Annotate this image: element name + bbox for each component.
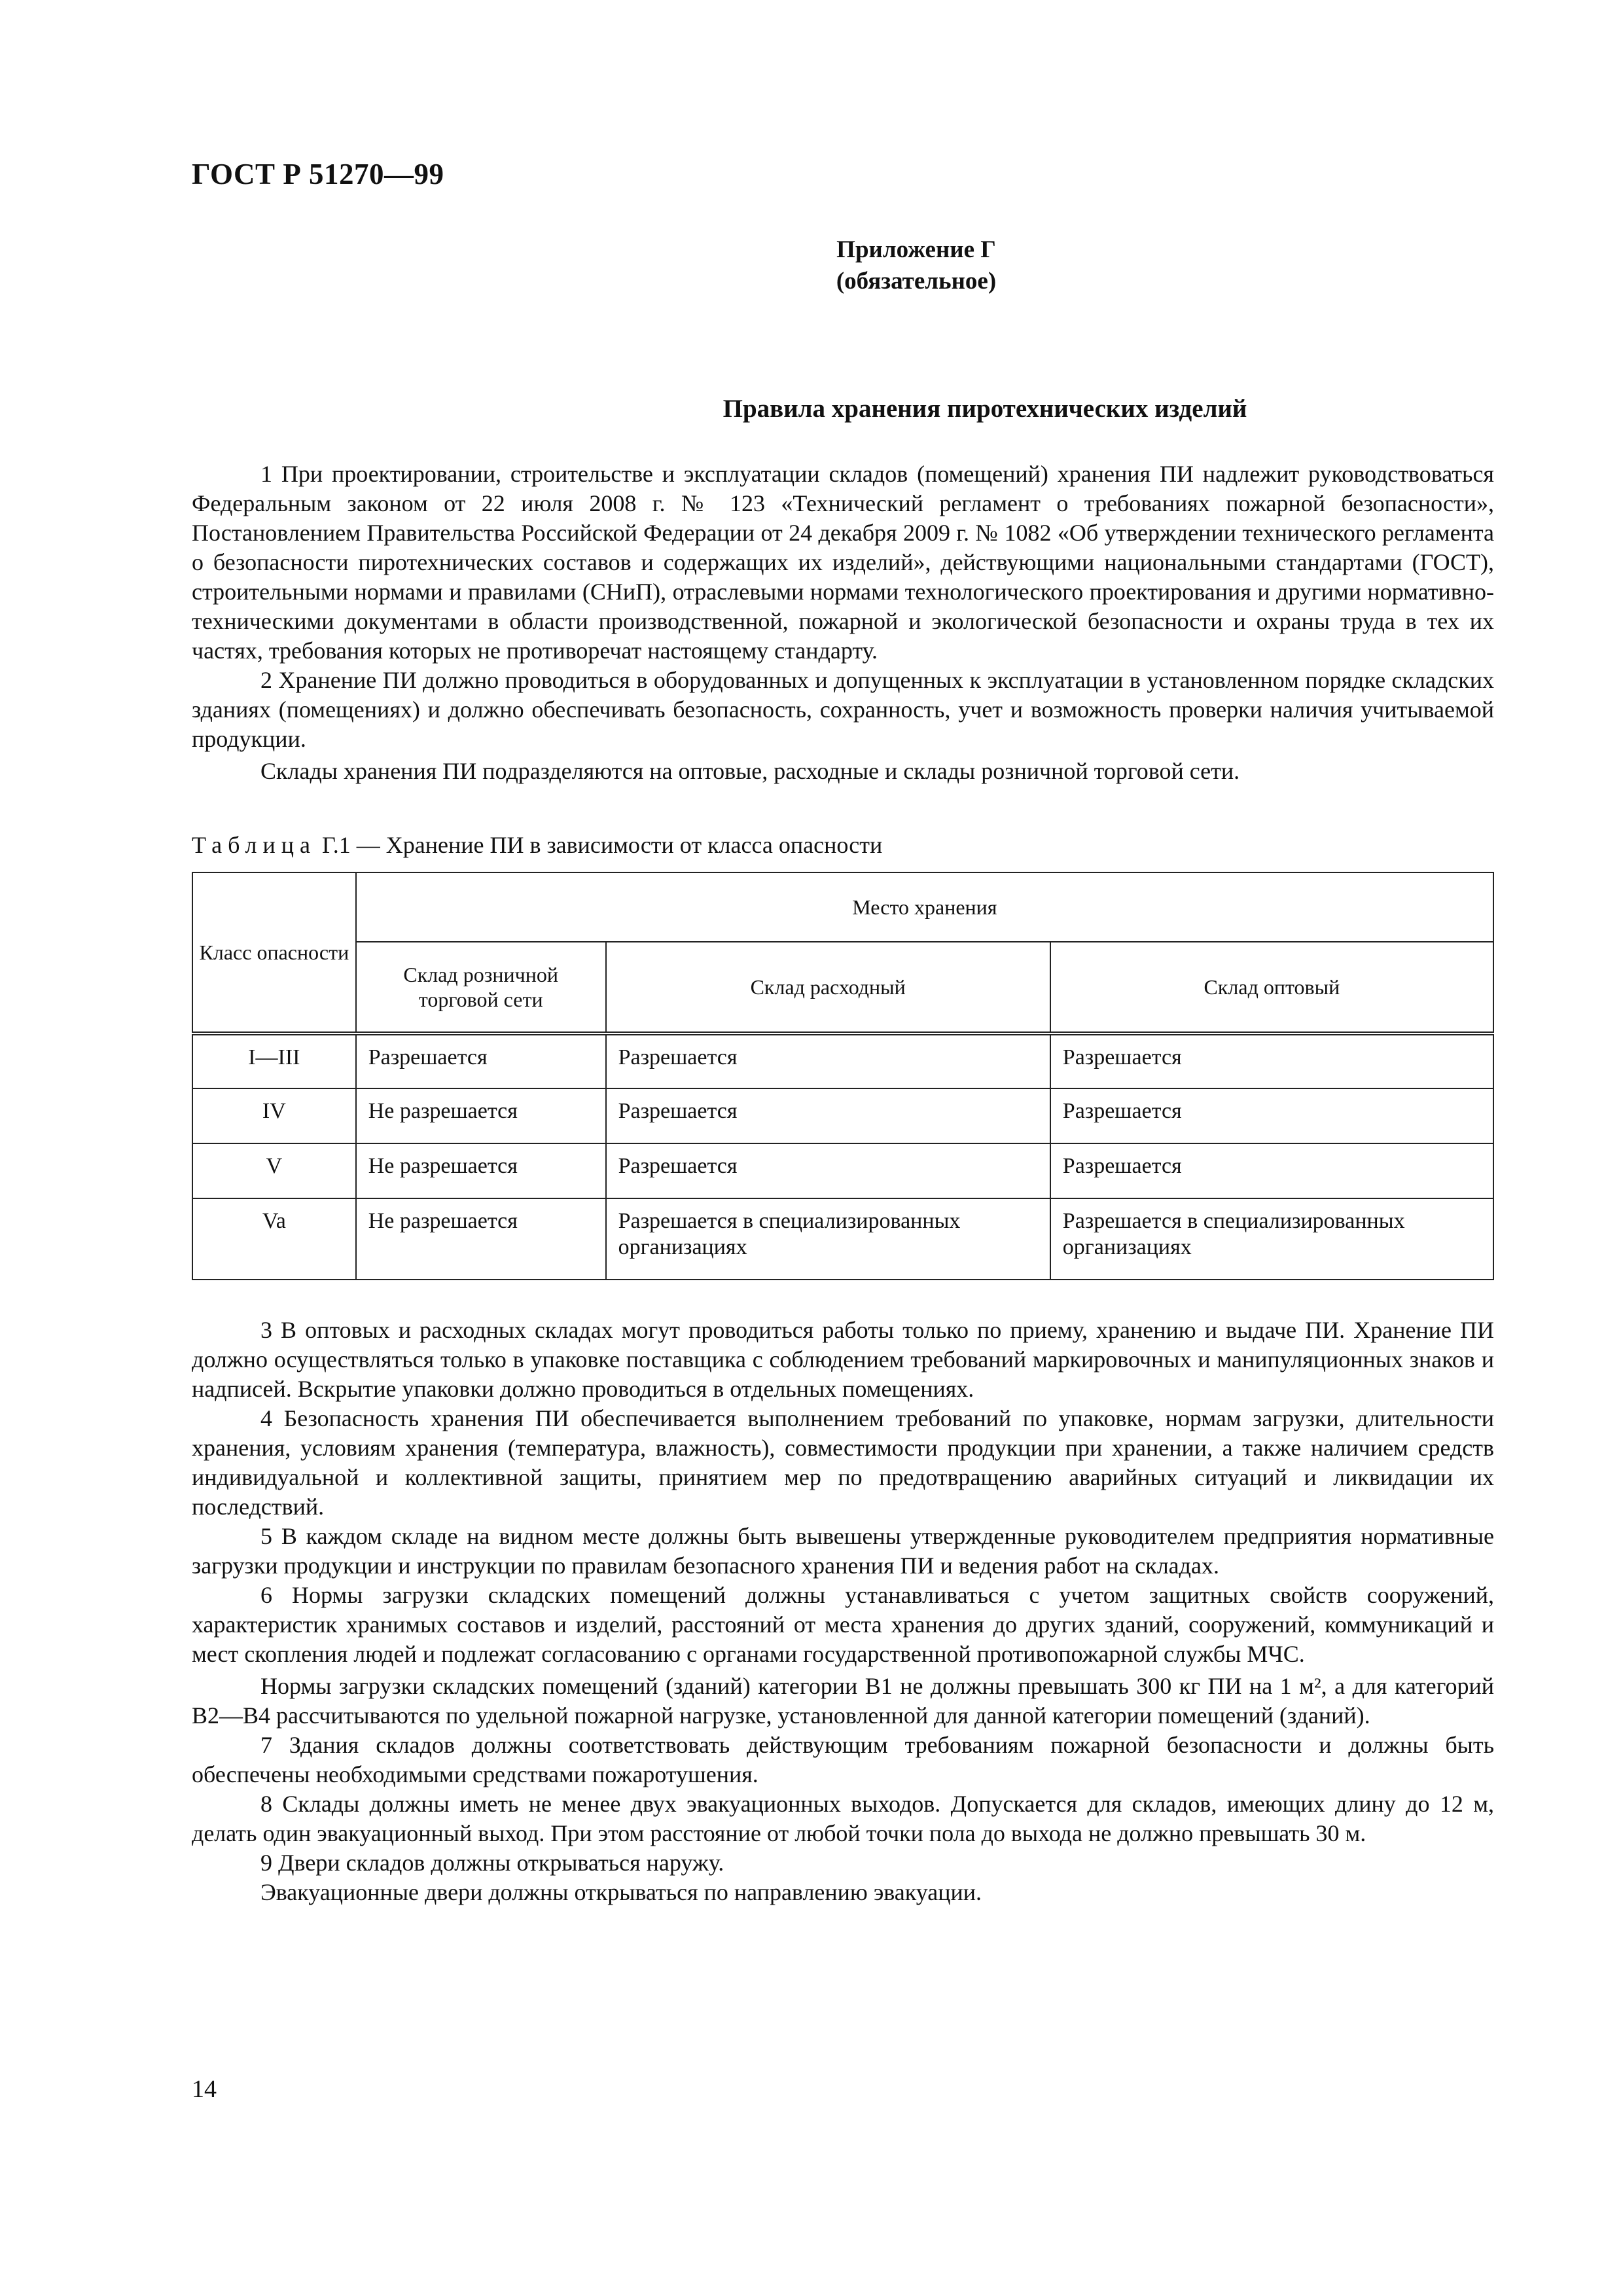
table-caption <box>192 831 882 859</box>
table-row <box>192 1198 1493 1280</box>
cell-retail: Не разрешается <box>356 1143 606 1198</box>
appendix-type: (обязательное) <box>836 268 997 295</box>
cell-retail: Разрешается <box>356 1033 606 1088</box>
cell-retail: Не разрешается <box>356 1088 606 1143</box>
table-row <box>192 1143 1493 1198</box>
paragraph-8: 8 Склады должны иметь не менее двух эвакуационных выходов. Допускается для складов, имеющих длину до 12 м, делать один эвакуационный выход. При этом расстояние от любой точки пола до выхода не должно превышать 30 м. <box>192 1791 1494 1846</box>
paragraph-4: 4 Безопасность хранения ПИ обеспечивается выполнением требований по упаковке, нормам загрузки, длительности хранения, условиям хранения (температура, влажность), совместимости продукции при хранении, а также наличием средств индивидуальной и коллективной защиты, принятием мер по предотвращению аварийных ситуаций и ликвидации их последствий. <box>192 1405 1494 1520</box>
appendix-header <box>0 234 1623 297</box>
cell-class: V <box>192 1143 356 1198</box>
paragraph-warehouse-types: Склады хранения ПИ подразделяются на оптовые, расходные и склады розничной торговой сети. <box>260 758 1240 784</box>
table-row <box>192 1088 1493 1143</box>
col-header-retail <box>356 942 606 1033</box>
top-text-block <box>192 459 1494 786</box>
cell-consumable: Разрешается в специализированных организациях <box>606 1198 1050 1280</box>
cell-class: Va <box>192 1198 356 1280</box>
table-caption-label: Таблица <box>192 832 316 858</box>
cell-wholesale: Разрешается <box>1050 1088 1493 1143</box>
col-header-class: Класс опасности <box>192 872 356 1033</box>
paragraph-6: 6 Нормы загрузки складских помещений должны устанавливаться с учетом защитных свойств сооружений, характеристик хранимых составов и изделий, расстояний от места хранения до других зданий, сооружений, коммуникаций и мест скопления людей и подлежат согласованию с органами государственной противопожарной службы МЧС. <box>192 1582 1494 1667</box>
paragraph-7: 7 Здания складов должны соответствовать действующим требованиям пожарной безопасности и должны быть обеспечены необходимыми средствами пожаротушения. <box>192 1732 1494 1787</box>
storage-table <box>192 872 1494 1280</box>
col-header-wholesale: Склад оптовый <box>1050 942 1493 1033</box>
cell-class: IV <box>192 1088 356 1143</box>
col-header-retail-label: Склад розничной торговой сети <box>403 963 558 1011</box>
cell-class: I—III <box>192 1033 356 1088</box>
col-header-storage-place: Место хранения <box>356 872 1493 942</box>
paragraph-load-norms: Нормы загрузки складских помещений (зданий) категории В1 не должны превышать 300 кг ПИ на 1 м², а для категорий В2—В4 рассчитываются по удельной пожарной нагрузке, установленной для данной категории помещений (зданий). <box>192 1673 1494 1729</box>
table-row <box>192 1033 1493 1088</box>
cell-wholesale: Разрешается в специализированных организациях <box>1050 1198 1493 1280</box>
appendix-title: Приложение Г <box>836 236 996 263</box>
cell-consumable: Разрешается <box>606 1033 1050 1088</box>
bottom-text-block <box>192 1316 1494 1907</box>
cell-wholesale: Разрешается <box>1050 1143 1493 1198</box>
cell-consumable: Разрешается <box>606 1088 1050 1143</box>
cell-consumable: Разрешается <box>606 1143 1050 1198</box>
cell-retail: Не разрешается <box>356 1198 606 1280</box>
paragraph-5: 5 В каждом складе на видном месте должны быть вывешены утвержденные руководителем предприятия нормативные загрузки продукции и инструкции по правилам безопасного хранения ПИ и ведения работ на складах. <box>192 1523 1494 1579</box>
paragraph-2: 2 Хранение ПИ должно проводиться в оборудованных и допущенных к эксплуатации в установленном порядке складских зданиях (помещениях) и должно обеспечивать безопасность, сохранность, учет и возможность проверки наличия учитываемой продукции. <box>192 667 1494 752</box>
table-caption-text: Г.1 — Хранение ПИ в зависимости от класса опасности <box>321 832 883 858</box>
page-number: 14 <box>192 2075 217 2103</box>
document-code: ГОСТ Р 51270—99 <box>192 158 444 190</box>
cell-wholesale: Разрешается <box>1050 1033 1493 1088</box>
paragraph-3: 3 В оптовых и расходных складах могут проводиться работы только по приему, хранению и выдаче ПИ. Хранение ПИ должно осуществляться только в упаковке поставщика с соблюдением требований маркировочных и манипуляционных знаков и надписей. Вскрытие упаковки должно проводиться в отдельных помещениях. <box>192 1317 1494 1402</box>
section-title: Правила хранения пиротехнических изделий <box>722 395 1247 423</box>
paragraph-1: 1 При проектировании, строительстве и эксплуатации складов (помещений) хранения ПИ надлежит руководствоваться Федеральным законом от 22 июля 2008 г. № 123 «Технический регламент о требованиях пожарной безопасности», Постановлением Правительства Российской Федерации от 24 декабря 2009 г. № 1082 «Об утверждении технического регламента о безопасности пиротехнических составов и содержащих их изделий», действующими национальными стандартами (ГОСТ), строительными нормами и правилами (СНиП), отраслевыми нормами технологического проектирования и другими нормативно-техническими документами в области производственной, пожарной и экологической безопасности и охраны труда в тех их частях, требования которых не противоречат настоящему стандарту. <box>192 461 1494 664</box>
paragraph-evacuation-doors: Эвакуационные двери должны открываться по направлению эвакуации. <box>260 1879 982 1905</box>
paragraph-9: 9 Двери складов должны открываться наружу. <box>260 1850 724 1876</box>
col-header-consumable: Склад расходный <box>606 942 1050 1033</box>
